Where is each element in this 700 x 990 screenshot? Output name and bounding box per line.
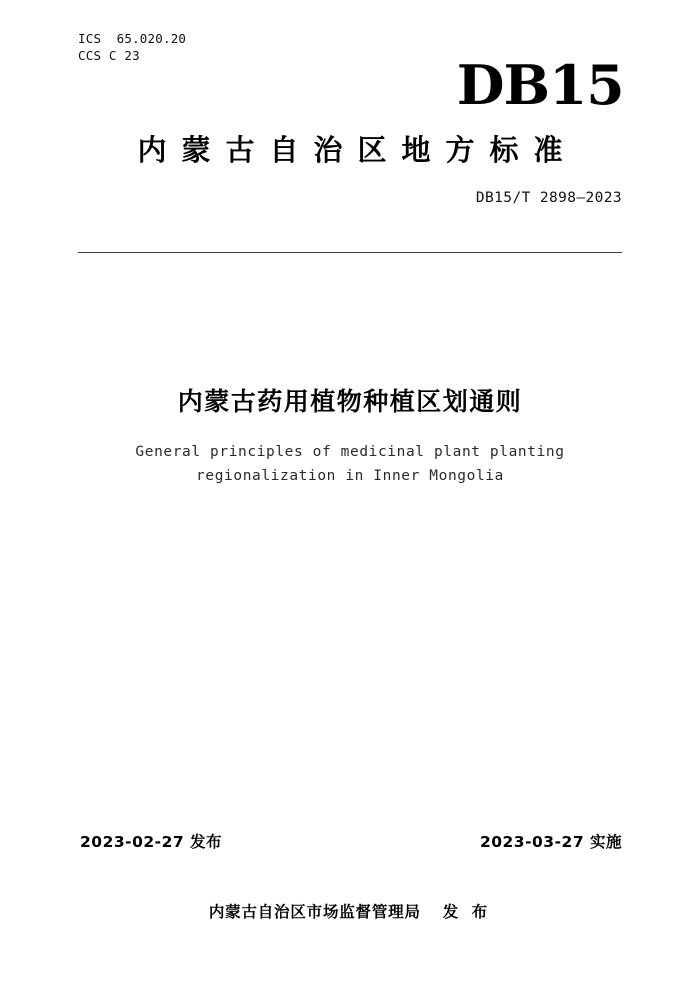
db15-logo: DB15 xyxy=(457,53,624,117)
issuing-authority-suffix: 发 布 xyxy=(442,903,492,921)
ics-code: ICS 65.020.20 xyxy=(78,31,187,46)
issuing-authority-name: 内蒙古自治区市场监督管理局 xyxy=(208,903,421,921)
classification-codes xyxy=(78,30,186,64)
issuing-authority xyxy=(0,900,700,922)
implementation-date: 2023-03-27 实施 xyxy=(479,833,622,851)
ccs-code: CCS C 23 xyxy=(78,48,140,63)
standard-series-title: 内蒙古自治区地方标准 xyxy=(137,133,578,167)
publish-date: 2023-02-27 发布 xyxy=(80,833,223,851)
document-title: 内蒙古药用植物种植区划通则 xyxy=(177,387,523,416)
document-subtitle-english: General principles of medicinal plant planting regionalization in Inner Mongolia xyxy=(135,444,565,484)
header-divider xyxy=(78,252,622,253)
standard-number: DB15/T 2898—2023 xyxy=(475,190,622,206)
